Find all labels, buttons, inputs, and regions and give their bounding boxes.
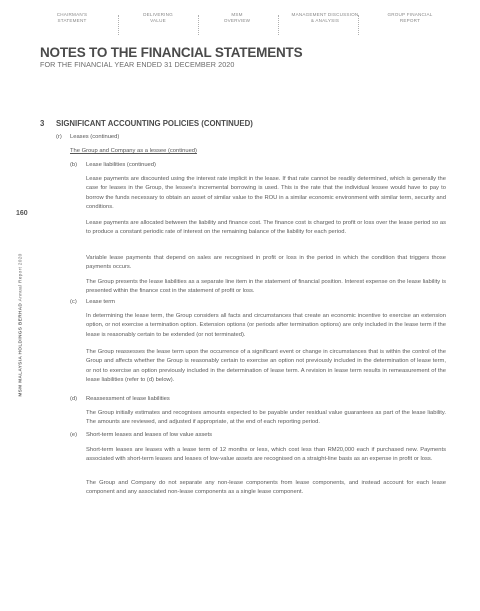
subsection-title: Leases (continued): [70, 134, 120, 140]
nav-delivering-value[interactable]: DELIVERING VALUE: [143, 12, 173, 23]
nav-divider: [358, 15, 359, 35]
page-subtitle: FOR THE FINANCIAL YEAR ENDED 31 DECEMBER 2020: [40, 60, 235, 69]
item-marker: (b): [70, 162, 78, 168]
item-marker: (e): [70, 432, 78, 438]
page-number: 160: [16, 210, 28, 217]
nav-divider: [118, 15, 119, 35]
paragraph: Variable lease payments that depend on sales are recognised in profit or loss in the period in which the condition that triggers those payments occurs.: [86, 255, 446, 271]
nav-management-discussion[interactable]: MANAGEMENT DISCUSSION & ANALYSIS: [291, 12, 359, 23]
paragraph: In determining the lease term, the Group considers all facts and circumstances that create an economic incentive to exercise an extension option, or not exercise a termination option. Extension options (or periods after termination options) are only included in the lease term if the lease is reasonably certain to be extended (or not terminated).: [86, 313, 446, 338]
paragraph: Short-term leases are leases with a lease term of 12 months or less, which cost less than RM20,000 each if purchased new. Payments associated with short-term leases and leases of low-value assets are recognised on a straight-line basis as an expense in profit or loss.: [86, 447, 446, 463]
subsection-marker: (r): [56, 134, 62, 140]
nav-chairmans-statement[interactable]: CHAIRMAN'S STATEMENT: [56, 12, 88, 23]
item-title: Lease term: [86, 299, 115, 305]
side-report-name: Annual Report 2020: [18, 253, 24, 302]
item-title: Short-term leases and leases of low value assets: [86, 432, 212, 438]
paragraph: The Group initially estimates and recognises amounts expected to be payable under residual value guarantees as part of the lease liability. The amounts are reviewed, and adjusted if appropriate, at the end of each reporting period.: [86, 410, 446, 426]
item-marker: (c): [70, 299, 77, 305]
nav-group-financial-report[interactable]: GROUP FINANCIAL REPORT: [387, 12, 433, 23]
side-company-name: MSM MALAYSIA HOLDINGS BERHAD: [18, 302, 24, 397]
nav-divider: [278, 15, 279, 35]
top-navigation: [40, 12, 460, 40]
section-title: SIGNIFICANT ACCOUNTING POLICIES (CONTINUED): [56, 119, 253, 128]
lessee-heading: The Group and Company as a lessee (continued): [70, 148, 197, 154]
item-title: Lease liabilities (continued): [86, 162, 156, 168]
nav-msm-overview[interactable]: MSM OVERVIEW: [223, 12, 251, 23]
page-title: NOTES TO THE FINANCIAL STATEMENTS: [40, 45, 303, 60]
paragraph: Lease payments are allocated between the liability and finance cost. The finance cost is charged to profit or loss over the lease period so as to produce a constant periodic rate of interest on the remaining balance of the liability for each period.: [86, 220, 446, 236]
section-number: 3: [40, 119, 45, 128]
item-title: Reassessment of lease liabilities: [86, 396, 170, 402]
paragraph: Lease payments are discounted using the interest rate implicit in the lease. If that rate cannot be readily determined, which is generally the case for leases in the Group, the lessee's incremental borrowing is used. This is the rate that the individual lessee would have to pay to borrow the funds necessary to obtain an asset of similar value to the ROU in a similar economic environment with similar term, security and conditions.: [86, 176, 446, 210]
paragraph: The Group and Company do not separate any non-lease components from lease components, and instead account for each lease component and any associated non-lease components as a single lease component.: [86, 480, 446, 496]
paragraph: The Group presents the lease liabilities as a separate line item in the statement of financial position. Interest expense on the lease liability is presented within the finance cost in the statement of profit or loss.: [86, 279, 446, 295]
paragraph: The Group reassesses the lease term upon the occurrence of a significant event or change in circumstances that is within the control of the Group and affects whether the Group is reasonably certain to exercise an option not previously included in the determination of lease term, or not to exercise an option previously included in the determination of lease term. A revision in lease term results in remeasurement of the lease liabilities (refer to (d) below).: [86, 349, 446, 383]
side-report-label: [19, 253, 24, 396]
item-marker: (d): [70, 396, 78, 402]
nav-divider: [198, 15, 199, 35]
